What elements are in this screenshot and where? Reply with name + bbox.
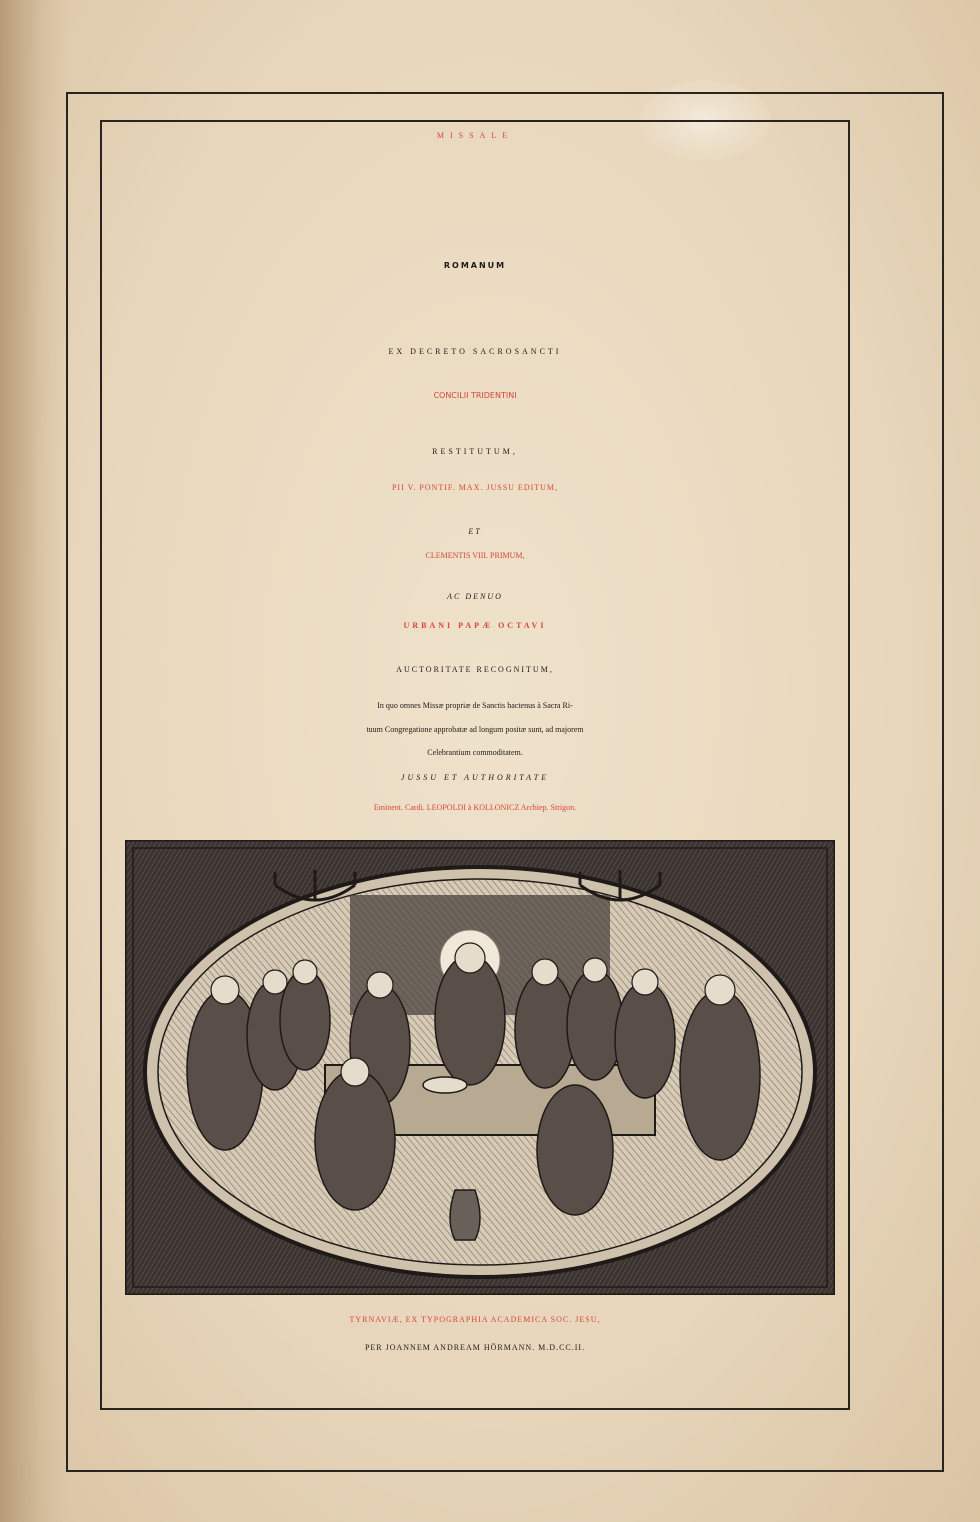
line-restitutum: RESTITUTUM, — [432, 447, 518, 456]
imprint-printer-date: PER JOANNEM ANDREAM HÖRMANN. M.D.CC.II. — [364, 1343, 586, 1352]
line-auctoritate: AUCTORITATE RECOGNITUM, — [396, 665, 554, 674]
line-ac-denuo: AC DENUO — [447, 592, 503, 601]
line-in-quo-1: In quo omnes Missæ propriæ de Sanctis hactenus à Sacra Ri- — [377, 701, 573, 710]
line-in-quo-3: Celebrantium commoditatem. — [427, 748, 523, 757]
ewer — [450, 1190, 480, 1240]
line-in-quo-2: tuum Congregatione approbatæ ad longum positæ sunt, ad majorem — [366, 725, 584, 734]
last-supper-engraving — [125, 840, 835, 1295]
imprint-tyrnaviae: TYRNAVIÆ, EX TYPOGRAPHIA ACADEMICA SOC. JESU, — [349, 1315, 601, 1324]
title-romanum: ROMANUM — [443, 261, 507, 270]
title-missale: MISSALE — [436, 131, 514, 140]
line-clementis: CLEMENTIS VIII. PRIMUM, — [425, 551, 525, 560]
line-ex-decreto: EX DECRETO SACROSANCTI — [388, 347, 562, 356]
plate — [423, 1077, 467, 1093]
line-jussu: JUSSU ET AUTHORITATE — [400, 773, 550, 782]
line-urbani: URBANI PAPÆ OCTAVI — [403, 621, 547, 630]
line-et: ET — [468, 527, 482, 536]
line-eminent: Eminent. Cardi. LEOPOLDI à KOLLONICZ Archiep. Strigon. — [373, 803, 577, 812]
line-pii-v: PII V. PONTIF. MAX. JUSSU EDITUM, — [391, 483, 559, 492]
binding-gutter — [0, 0, 70, 1522]
line-concilii-tridentini: CONCILII TRIDENTINI — [433, 391, 517, 400]
